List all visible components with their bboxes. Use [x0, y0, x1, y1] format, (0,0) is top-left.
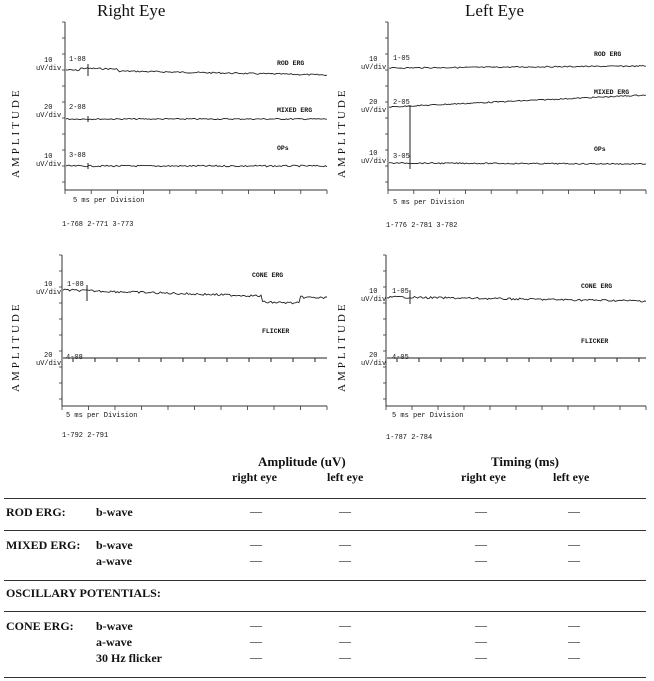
value-cell: — [250, 634, 262, 648]
trace-name: ROD ERG [594, 51, 622, 58]
trace-marker: 1-05 [393, 55, 410, 63]
amplitude-axis-label: AMPLITUDE [336, 87, 348, 178]
trace-marker: 4-08 [66, 354, 83, 362]
table-rule [4, 677, 646, 678]
section-label: ROD ERG: [6, 505, 66, 519]
value-cell: — [339, 650, 351, 664]
trace-scale: 20 [369, 99, 378, 107]
trace-marker: 1-08 [69, 56, 86, 64]
panel-footer: 1-776 2-781 3-782 [386, 222, 458, 230]
trace-scale: 10 [44, 281, 53, 289]
trace-scale: 20 [369, 352, 378, 360]
trace-name: FLICKER [262, 328, 290, 335]
value-cell: — [568, 618, 580, 632]
value-cell: — [475, 650, 487, 664]
trace-scale: 10 [44, 153, 53, 161]
trace-scale: 10 [44, 57, 53, 65]
trace-unit: uV/div [361, 360, 387, 368]
value-cell: — [475, 504, 487, 518]
amplitude-header: Amplitude (uV) [258, 454, 346, 469]
table-rule [4, 498, 646, 499]
value-cell: — [339, 634, 351, 648]
trace-name: CONE ERG [252, 272, 284, 279]
panel-footer: 1-792 2-791 [62, 432, 109, 440]
x-axis-label: 5 ms per Division [392, 412, 464, 420]
table-rule [4, 611, 646, 612]
col-left-eye: left eye [553, 470, 590, 484]
trace-unit: uV/div [361, 158, 387, 166]
value-cell: — [339, 553, 351, 567]
trace-name: FLICKER [581, 338, 609, 345]
value-cell: — [568, 553, 580, 567]
trace-marker: 3-05 [393, 153, 410, 161]
trace-name: ROD ERG [277, 60, 305, 67]
value-cell: — [250, 504, 262, 518]
trace-unit: uV/div [36, 112, 62, 120]
right-eye-title: Right Eye [97, 1, 166, 20]
trace-name: MIXED ERG [594, 89, 630, 96]
value-cell: — [475, 634, 487, 648]
trace-name: OPs [594, 146, 606, 153]
amplitude-axis-label: AMPLITUDE [336, 301, 348, 392]
trace-marker: 4-05 [392, 354, 409, 362]
table-rule [4, 580, 646, 581]
trace-unit: uV/div [36, 65, 62, 73]
trace-name: OPs [277, 145, 289, 152]
trace-name: CONE ERG [581, 283, 613, 290]
value-cell: — [250, 618, 262, 632]
panel-footer: 1-787 2-784 [386, 434, 433, 442]
value-cell: — [339, 618, 351, 632]
trace-unit: uV/div [361, 107, 387, 115]
col-right-eye: right eye [232, 470, 277, 484]
trace-scale: 10 [369, 288, 378, 296]
trace-scale: 10 [369, 56, 378, 64]
value-cell: — [475, 537, 487, 551]
trace-name: MIXED ERG [277, 107, 313, 114]
value-cell: — [250, 553, 262, 567]
trace-marker: 3-08 [69, 152, 86, 160]
x-axis-label: 5 ms per Division [393, 199, 465, 207]
row-label: b-wave [96, 505, 133, 519]
erg-trace [387, 296, 646, 302]
value-cell: — [475, 553, 487, 567]
panel-footer: 1-768 2-771 3-773 [62, 221, 134, 229]
value-cell: — [475, 618, 487, 632]
value-cell: — [568, 650, 580, 664]
row-label: a-wave [96, 635, 132, 649]
amplitude-axis-label: AMPLITUDE [10, 87, 22, 178]
trace-marker: 1-05 [392, 288, 409, 296]
col-right-eye: right eye [461, 470, 506, 484]
left-eye-title: Left Eye [465, 1, 524, 20]
value-cell: — [568, 537, 580, 551]
x-axis-label: 5 ms per Division [73, 197, 145, 205]
trace-scale: 20 [44, 352, 53, 360]
trace-scale: 20 [44, 104, 53, 112]
trace-marker: 1-08 [67, 281, 84, 289]
trace-scale: 10 [369, 150, 378, 158]
row-label: a-wave [96, 554, 132, 568]
trace-unit: uV/div [361, 296, 387, 304]
value-cell: — [250, 537, 262, 551]
col-left-eye: left eye [327, 470, 364, 484]
trace-unit: uV/div [361, 64, 387, 72]
section-label: OSCILLARY POTENTIALS: [6, 586, 161, 600]
value-cell: — [339, 537, 351, 551]
value-cell: — [339, 504, 351, 518]
section-label: CONE ERG: [6, 619, 74, 633]
value-cell: — [568, 634, 580, 648]
trace-unit: uV/div [36, 360, 62, 368]
row-label: b-wave [96, 538, 133, 552]
amplitude-axis-label: AMPLITUDE [10, 301, 22, 392]
x-axis-label: 5 ms per Division [66, 412, 138, 420]
section-label: MIXED ERG: [6, 538, 81, 552]
trace-unit: uV/div [36, 161, 62, 169]
row-label: b-wave [96, 619, 133, 633]
trace-marker: 2-05 [393, 99, 410, 107]
value-cell: — [250, 650, 262, 664]
trace-marker: 2-08 [69, 104, 86, 112]
value-cell: — [568, 504, 580, 518]
timing-header: Timing (ms) [491, 454, 560, 469]
table-rule [4, 530, 646, 531]
row-label: 30 Hz flicker [96, 651, 162, 665]
trace-unit: uV/div [36, 289, 62, 297]
